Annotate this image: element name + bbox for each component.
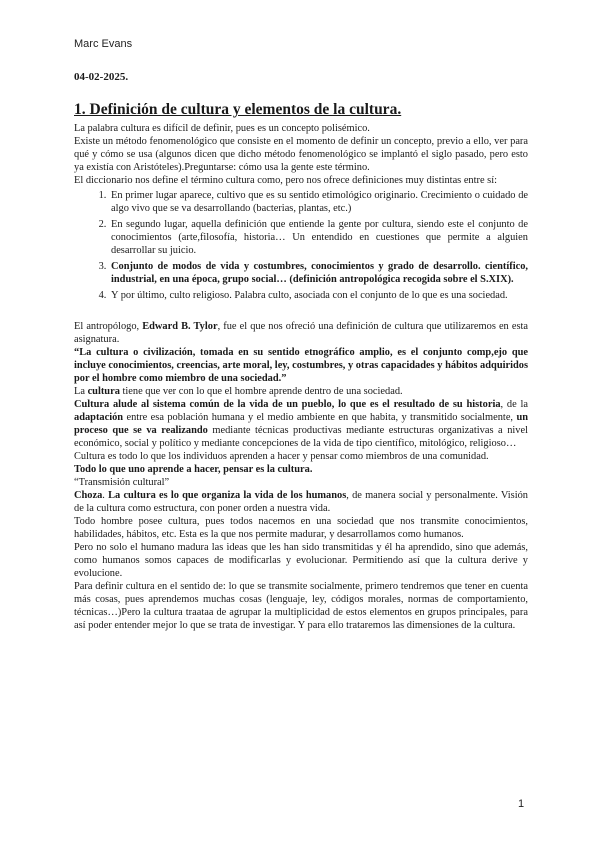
tylor-post: , fue el que nos ofreció una definición de cultura que utilizaremos en esta asignatura. [74, 321, 528, 345]
adaptacion-text-3: mediante técnicas productivas mediante estructuras organizativas a nivel económico, social y político y mediante concepciones de la vida de tipo científico, mitológico, religioso… [74, 425, 528, 449]
definitions-list [74, 189, 528, 302]
cultura-bold: cultura [87, 386, 120, 397]
choza-text-1: . [102, 490, 109, 501]
document-body [74, 122, 528, 632]
todo-lo-que-paragraph [74, 463, 528, 476]
cultura-post: tiene que ver con lo que el hombre aprende dentro de una sociedad. [119, 386, 403, 397]
list-item-bold-text: Conjunto de modos de vida y costumbres, conocimientos y grado de desarrollo. científico, industrial, en una época, grupo social… (definición antropológica recogida sobre el S.XIX). [111, 261, 528, 285]
choza-paragraph [74, 489, 528, 515]
choza-text-2: , de manera social y personalmente. Visión de la cultura como estructura, con poner orden a nuestra vida. [74, 490, 528, 514]
choza-bold-2: La cultura es lo que organiza la vida de los humanos [108, 490, 347, 501]
adaptacion-bold-2: adaptación [74, 412, 124, 423]
choza-bold-1: Choza [74, 490, 103, 501]
intro-paragraph-2: Existe un método fenomenológico que consiste en el momento de definir un concepto, previo a ello, ver para qué y cómo se usa (algunos dicen que dicho método fenomenológico se implantó el siglo pasado, pero esto ya existía con Aristóteles).Preguntarse: cómo usa la gente este término. [74, 136, 528, 173]
header-author: Marc Evans [74, 38, 133, 50]
page-number: 1 [518, 798, 525, 810]
adaptacion-text-1: , de la [500, 399, 528, 410]
paragraph-gap [74, 305, 528, 320]
todo-lo-que-bold: Todo lo que uno aprende a hacer, pensar es la cultura. [74, 464, 313, 475]
tylor-quote [74, 346, 528, 385]
para-definir-paragraph: Para definir cultura en el sentido de: lo que se transmite socialmente, primero tendremos que tener en cuenta más cosas, pues aprendemos muchas cosas (lenguaje, ley, códigos morales, normas de comportamiento, técnicas…)Pero la cultura traataa de agrupar la multiplicidad de estos elementos en grupos principales, para así poder entender mejor lo que se trata de investigar. Y para ello trataremos las dimensiones de la cultura. [74, 581, 528, 631]
section-title: 1. Definición de cultura y elementos de la cultura. [74, 101, 402, 118]
list-item: 1. En primer lugar aparece, cultivo que es su sentido etimológico originario. Crecimiento o cuidado de algo vivo que se va desarrollando (bacterias, plantas, etc.) [109, 189, 528, 215]
adaptacion-bold-3: un proceso que se va realizando [74, 412, 528, 436]
transmision-paragraph: “Transmisión cultural” [74, 477, 170, 488]
tylor-paragraph [74, 320, 528, 346]
list-item: 4. Y por último, culto religioso. Palabra culto, asociada con el conjunto de lo que es una sociedad. [109, 289, 528, 302]
adaptacion-text-2: entre esa población humana y el medio ambiente en que habita, y transmitido socialmente, [123, 412, 517, 423]
list-item: 2. En segundo lugar, aquella definición que entiende la gente por cultura, siendo este el conjunto de conocimientos (arte,filosofía, historia… Un entendido en cuestiones que permite a alguien desarrollar su juicio. [109, 218, 528, 257]
tylor-pre: El antropólogo, [74, 321, 143, 332]
intro-paragraph-1: La palabra cultura es difícil de definir, pues es un concepto polisémico. [74, 123, 370, 134]
intro-paragraph-3: El diccionario nos define el término cultura como, pero nos ofrece definiciones muy distintas entre sí: [74, 175, 498, 186]
cultura-pre: La [74, 386, 88, 397]
tylor-name: Edward B. Tylor [142, 321, 218, 332]
adaptacion-bold-1: Cultura alude al sistema común de la vida de un pueblo, lo que es el resultado de su historia [74, 399, 501, 410]
tylor-quote-text: “La cultura o civilización, tomada en su sentido etnográfico amplio, es el conjunto comp,ejo que incluye conocimientos, creencias, arte moral, ley, costumbres, y otras capacidades y hábitos adquiridos por el hombre como miembro de una sociedad.” [74, 347, 528, 384]
pero-no-solo-paragraph: Pero no solo el humano madura las ideas que les han sido transmitidas y él ha aprendido, sino que además, como humanos somos capaces de modificarlas y evolucionar. Permitiendo así que la cultura derive y evolucione. [74, 542, 528, 579]
adaptacion-paragraph [74, 398, 528, 450]
list-item [109, 260, 528, 286]
cultura-paragraph [74, 385, 528, 398]
document-date: 04-02-2025. [74, 71, 129, 83]
aprenden-paragraph: Cultura es todo lo que los individuos aprenden a hacer y pensar como miembros de una comunidad. [74, 451, 489, 462]
todo-hombre-paragraph: Todo hombre posee cultura, pues todos nacemos en una sociedad que nos transmite conocimientos, habilidades, hábitos, etc. Esta es la que nos permite madurar, y desarrollamos como humanos. [74, 516, 528, 540]
